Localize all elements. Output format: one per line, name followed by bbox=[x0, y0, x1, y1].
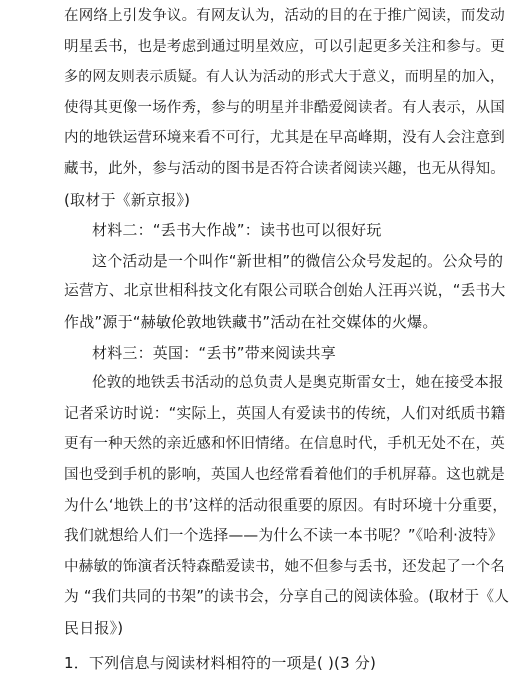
paragraph-line: 运营方、北京世相科技文化有限公司联合创始人汪再兴说，“丢书大 bbox=[64, 282, 506, 300]
paragraph-line: 作战”源于“赫敏伦敦地铁藏书”活动在社交媒体的火爆。 bbox=[64, 313, 438, 331]
paragraph-line: 在网络上引发争议。有网友认为，活动的目的在于推广阅读，而发动 bbox=[64, 8, 505, 24]
section-heading-material-3: 材料三：英国：“丢书”带来阅读共享 bbox=[92, 343, 336, 362]
paragraph-line: 为 “我们共同的书架”的读书会，分享自己的阅读体验。(取材于《人 bbox=[64, 588, 510, 606]
paragraph-line: 使得其更像一场作秀，参与的明星并非酷爱阅读者。有人表示，从国 bbox=[64, 99, 505, 116]
paragraph-line: 为什么‘地铁上的书’这样的活动很重要的原因。有时环境十分重要， bbox=[64, 496, 508, 514]
source-citation: (取材于《新京报》) bbox=[64, 190, 191, 209]
paragraph-line: 伦敦的地铁丢书活动的总负责人是奥克斯雷女士，她在接受本报 bbox=[92, 375, 504, 392]
paragraph-line: 多的网友则表示质疑。有人认为活动的形式大于意义，而明星的加入， bbox=[64, 69, 505, 86]
source-citation: 民日报》) bbox=[64, 619, 124, 637]
paragraph-line: 国也受到手机的影响，英国人也经常看着他们的手机屏幕。这也就是 bbox=[64, 467, 505, 483]
paragraph-line: 记者采访时说：“实际上，英国人有爱读书的传统，人们对纸质书籍 bbox=[64, 404, 506, 422]
paragraph-line: 这个活动是一个叫作“新世相”的微信公众号发起的。公众号的 bbox=[92, 251, 504, 270]
paragraph-line: 我们就想给人们一个选择——为什么不读一本书呢？”《哈利·波特》 bbox=[64, 527, 503, 545]
paragraph-line: 明星丢书，也是考虑到通过明星效应，可以引起更多关注和参与。更 bbox=[64, 38, 505, 55]
paragraph-line: 中赫敏的饰演者沃特森酷爱读书，她不但参与丢书，还发起了一个名 bbox=[64, 558, 505, 575]
paragraph-line: 内的地铁运营环境来看不可行，尤其是在早高峰期，没有人会注意到 bbox=[64, 130, 505, 147]
section-heading-material-2: 材料二：“丢书大作战”：读书也可以很好玩 bbox=[92, 221, 382, 240]
question-line: 1．下列信息与阅读材料相符的一项是( )(3 分) bbox=[64, 653, 377, 672]
paragraph-line: 更有一种天然的亲近感和怀旧情绪。在信息时代，手机无处不在，英 bbox=[64, 436, 505, 453]
paragraph-line: 藏书，此外，参与活动的图书是否符合读者阅读兴趣，也无从得知。 bbox=[64, 161, 505, 177]
